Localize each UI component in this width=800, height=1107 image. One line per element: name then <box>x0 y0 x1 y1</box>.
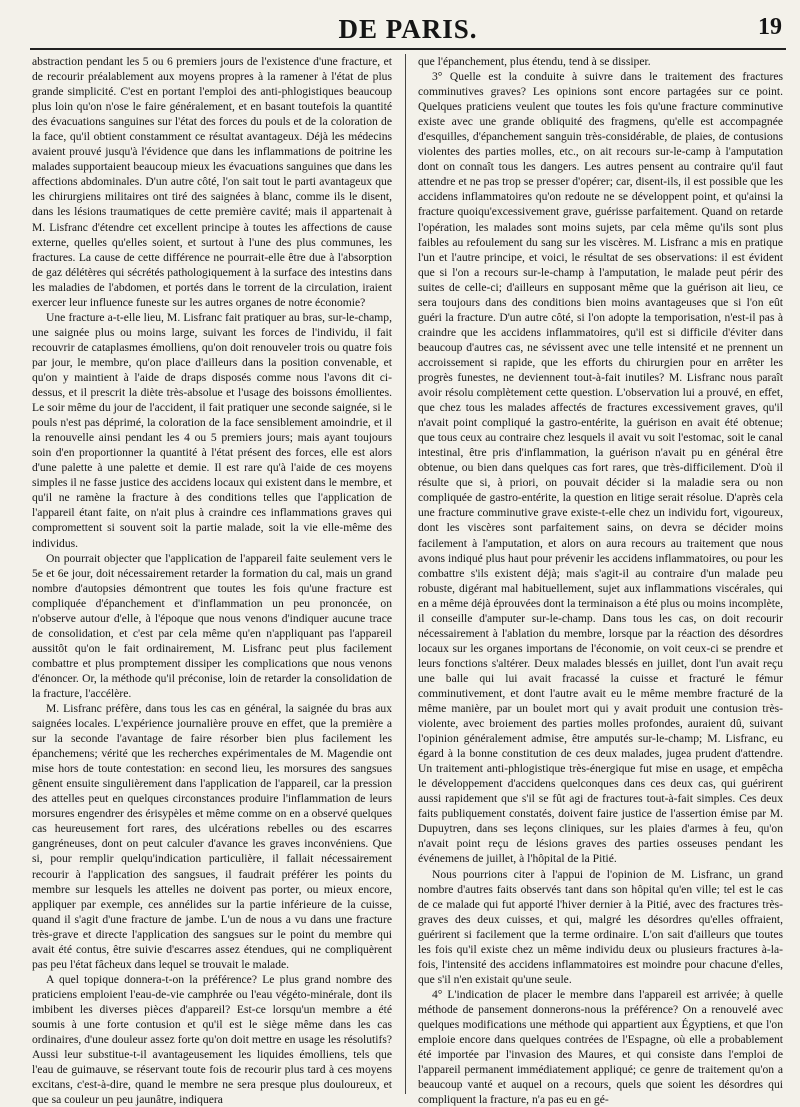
paragraph: Une fracture a-t-elle lieu, M. Lisfranc fait pratiquer au bras, sur-le-champ, une saignée plus ou moins large, suivant les forces de l'individu, il fait recouvrir de cataplasmes émolliens, qu'on doit renouveler trois ou quatre fois par jour, le membre, qu'on place d'ailleurs dans la position convenable, et qu'on y maintient à l'aide de draps disposés comme nous l'avons dit ci-dessus, et il prescrit la diète très-absolue et l'usage des boissons émollientes. Le soir même du jour de l'accident, il fait pratiquer une seconde saignée, si le pouls n'est pas déprimé, la coloration de la face sensiblement amoindrie, et il la renouvelle ainsi pendant les 4 ou 5 premiers jours; mais ayant toujours soin d'en proportionner la quantité à l'état présent des forces, elle est alors d'une palette à une palette et demie. Il est rare qu'à l'aide de ces moyens simples il ne fasse justice des accidens locaux qui existent dans le membre, et qu'il ne ramène la fracture à des conditions telles que l'application de l'appareil étant faite, on n'ait plus à craindre ces inflammations graves qui compromettent si souvent soit la partie malade, soit la vie elle-même des individus. <box>32 310 392 550</box>
right-column <box>418 54 783 1107</box>
column-divider <box>405 54 406 1094</box>
paragraph: 3° Quelle est la conduite à suivre dans le traitement des fractures comminutives graves? Les opinions sont encore partagées sur ce point. Quelques praticiens veulent que toutes les fois qu'une fracture comminutive existe avec une grande obliquité des fragmens, qu'elle est accompagnée d'esquilles, d'épanchement sanguin très-considérable, de plaies, de contusions violentes des parties molles, etc., on ait recours sur-le-camp à l'amputation dont on connaît tous les dangers. Les autres pensent au contraire qu'il faut attendre et ne pas trop se presser d'opérer; car, disent-ils, il est possible que les accidens inflammatoires qu'on redoute ne se développent point, et qu'ainsi la fracture quoiqu'excessivement grave, guérisse parfaitement. Quand on retarde l'opération, les malades sont moins sujets, par cela même qu'ils sont plus faibles au refoulement du sang sur les viscères. M. Lisfranc a mis en pratique l'un et l'autre principe, et voici, le résultat de ses observations: il est évident que si l'on a recours sur-le-champ à l'amputation, le malade peut périr des suites de celle-ci; d'ailleurs en supposant même que la guérison ait lieu, ce sera toujours dans des conditions bien moins avantageuses que si l'on eût guéri la fracture. D'un autre côté, si l'on adopte la temporisation, n'est-il pas à craindre que les accidens inflammatoires, qu'il est si difficile d'éviter dans beaucoup d'autres cas, ne sévissent avec une telle intensité et ne prennent un accroissement si rapide, que les efforts du chirurgien pour en arrêter les progrès funestes, ne deviennent tout-à-fait inutiles? M. Lisfranc nous paraît avoir résolu complètement cette question. L'observation lui a prouvé, en effet, que chez tous les malades affectés de fractures excessivement graves, qu'il n'avait point compliqué la gastro-entérite, la guérison en avait été obtenue; que tous ceux au contraire chez lesquels il avait vu soit l'estomac, soit le canal intestinal, être pris d'inflammation, la guérison n'avait pu en général être obtenue, ou bien dans quelques cas fort rares, que très-difficilement. D'où il résulte que si, à priori, on pouvait décider si la maladie sera ou non compliquée de gastro-entérite, la question en litige serait résolue. D'après cela une fracture comminutive grave existe-t-elle chez un individu fort, vigoureux, dont les viscères sont parfaitement sains, on devra se décider moins facilement à l'amputation, et alors on aura recours au traitement que nous avons indiqué plus haut pour prévenir les accidens inflammatoires, ou pour les combattre s'ils existent déjà; mais s'agit-il au contraire d'un malade peu robuste, digérant mal habituellement, sujet aux inflammations viscérales, qui en a même déjà éprouvées dont la terminaison a été plus ou moins incomplète, il conseille d'amputer sur-le-champ. Dans tous les cas, on doit recourir nécessairement à l'ablation du membre, lorsque par la réaction des désordres locaux sur les organes importans de l'économie, on voit ceux-ci se prendre et leurs fonctions s'altérer. Deux malades blessés en juillet, dont l'un avait reçu une balle qui lui avait fracassé la cuisse et fracturé le fémur comminutivement, et dont l'autre avait eu le même membre fracturé de la même manière, par un boulet mort qui y avait produit une contusion très-violente, avec broiement des parties molles profondes, auraient dû, suivant l'opinion généralement admise, être amputés sur-le-champ; M. Lisfranc, eu égard à la bonne constitution de ces deux malades, jugea prudent d'attendre. Un traitement anti-phlogistique très-énergique fut mise en usage, et empêcha le développement d'accidens quelconques dans ces deux cas, qui guérirent aussi rapidement que s'il se fût agi de fractures tout-à-fait simples. Ces deux faits publiquement constatés, doivent faire justice de l'assertion émise par M. Dupuytren, dans ses leçons cliniques, sur les plaies d'armes à feu, qu'on n'avait point reçu de lésions graves des parties osseuses pendant les événemens de juillet, à l'hôpital de la Pitié. <box>418 70 783 866</box>
paragraph: On pourrait objecter que l'application de l'appareil faite seulement vers le 5e et 6e jour, doit nécessairement retarder la formation du cal, mais un grand nombre d'autopsies démontrent que toutes les fois qu'une fracture est compliquée d'épanchement et d'inflammation un peu prononcée, on n'observe autour d'elle, à l'époque que nous venons d'indiquer aucune trace de consolidation, et c'est par cela même qu'en n'appliquant pas l'appareil aussitôt qu'on le fait ordinairement, M. Lisfranc peut plus facilement combattre et plus promptement dissiper les complications que nous venons d'énoncer. Or, la méthode qu'il préconise, loin de retarder la consolidation de la fracture, l'accélère. <box>32 551 392 700</box>
left-column <box>32 54 392 1107</box>
paragraph: abstraction pendant les 5 ou 6 premiers jours de l'existence d'une fracture, et de recourir préalablement aux moyens propres à la ramener à l'état de plus grande simplicité. C'est en portant l'emploi des anti-phlogistiques beaucoup plus loin qu'on n'ose le faire généralement, et en basant toutefois la quantité des évacuations sanguines sur l'état des forces du pouls et de la coloration de la face, qu'il obtient constamment ce résultat avantageux. Déjà les médecins avaient prouvé jusqu'à l'évidence que dans les inflammations de poitrine les malades supportaient beaucoup mieux les évacuations sanguines que dans les affections abdominales. D'un autre côté, l'on sait tout le parti avantageux que les chirurgiens militaires ont tiré des saignées à blanc, comme ils le disent, dans les lésions traumatiques de cette première cavité; mais il appartenait à M. Lisfranc d'étendre cet excellent principe à toutes les affections de cause externe, quelles qu'elles soient, et surtout à l'une des plus communes, les fractures. La cause de cette différence ne pourrait-elle être due à l'absorption de gaz délétères qui sécrétés pathologiquement à la surface des intestins dans les maladies de l'abdomen, et portés dans le torrent de la circulation, iraient exercer leur influence funeste sur les autres organes de notre économie? <box>32 55 392 309</box>
page-header <box>30 8 786 50</box>
paragraph: que l'épanchement, plus étendu, tend à se dissiper. <box>418 55 651 68</box>
paragraph: Nous pourrions citer à l'appui de l'opinion de M. Lisfranc, un grand nombre d'autres faits observés tant dans son hôpital qu'en ville; tel est le cas de ce malade qui fut apporté l'hiver dernier à la Pitié, avec des fractures très-graves des deux cuisses, et qui, malgré les désordres qu'elles offraient, guérirent si facilement que la terme ordinaire. L'on sait d'ailleurs que toutes les fois qu'il existe chez un même individu deux ou plusieurs fractures à-la-fois, l'intensité des accidens inflammatoires est moindre pour chacune d'elles, que s'il n'en existait qu'une seule. <box>418 867 783 986</box>
paragraph: 4° L'indication de placer le membre dans l'appareil est arrivée; à quelle méthode de pansement donnerons-nous la préférence? On a renouvelé avec quelques modifications une méthode qui appartient aux Égyptiens, et que l'on emploie encore dans quelques contrées de l'Espagne, où elle a probablement été importée par l'invasion des Maures, et qui consiste dans l'emploi de l'appareil permanent immédiatement appliqué; ce genre de traitement qu'on a beaucoup vanté et auquel on a recours, quels que soient les désordres qui compliquent la fracture, n'a pas eu en gé- <box>418 987 783 1107</box>
page-title: DE PARIS. <box>338 14 478 44</box>
page-number: 19 <box>758 14 782 40</box>
paragraph: M. Lisfranc préfère, dans tous les cas en général, la saignée du bras aux saignées locales. L'expérience journalière prouve en effet, que la première a sur la seconde l'avantage de faire résorber bien plus facilement les épanchemens; vérité que les recherches expérimentales de M. Magendie ont mise hors de toute contestation: en second lieu, les morsures des sangsues gênent ensuite singulièrement dans l'application de l'appareil, car la pression des attelles peut en quelques circonstances produire l'inflammation de leurs morsures engendrer des érisypèles et même comme on en a observé quelques cas heureusement fort rares, des ulcérations rebelles ou des escarres gangréneuses, dont on peut calculer d'avance les graves inconvéniens. Que si, pour remplir quelqu'indication particulière, il fallait nécessairement recourir à l'application des sangsues, il faudrait préférer les points du membre sur lesquels les attelles ne doivent pas porter, ou mieux encore, appliquer par exemple, ces annélides sur la partie inférieure de la cuisse, quand il s'agit d'une fracture de jambe. L'un de nous a vu dans une fracture très-grave et directe l'application des sangsues sur le point du membre qui avait été contus, être suivie d'escarres assez étendues, qui ne compliquèrent pas peu l'état fâcheux dans lequel se trouvait le malade. <box>32 702 392 971</box>
paragraph: A quel topique donnera-t-on la préférence? Le plus grand nombre des praticiens emploient l'eau-de-vie camphrée ou l'eau végéto-minérale, dont ils imbibent les diverses pièces d'appareil? Est-ce lorsqu'un membre a été soumis à une forte contusion et qu'il est le siège même dans les cas ordinaires, d'une douleur assez forte qu'on doit mettre en usage les résolutifs? Aussi leur substitue-t-il avantageusement les liquides émolliens, tels que l'eau de guimauve, se réservant toute fois de recourir plus tard à ces moyens excitans, c'est-à-dire, quand le membre ne sera presque plus douloureux, et que sa couleur un peu jaunâtre, indiquera <box>32 972 392 1107</box>
